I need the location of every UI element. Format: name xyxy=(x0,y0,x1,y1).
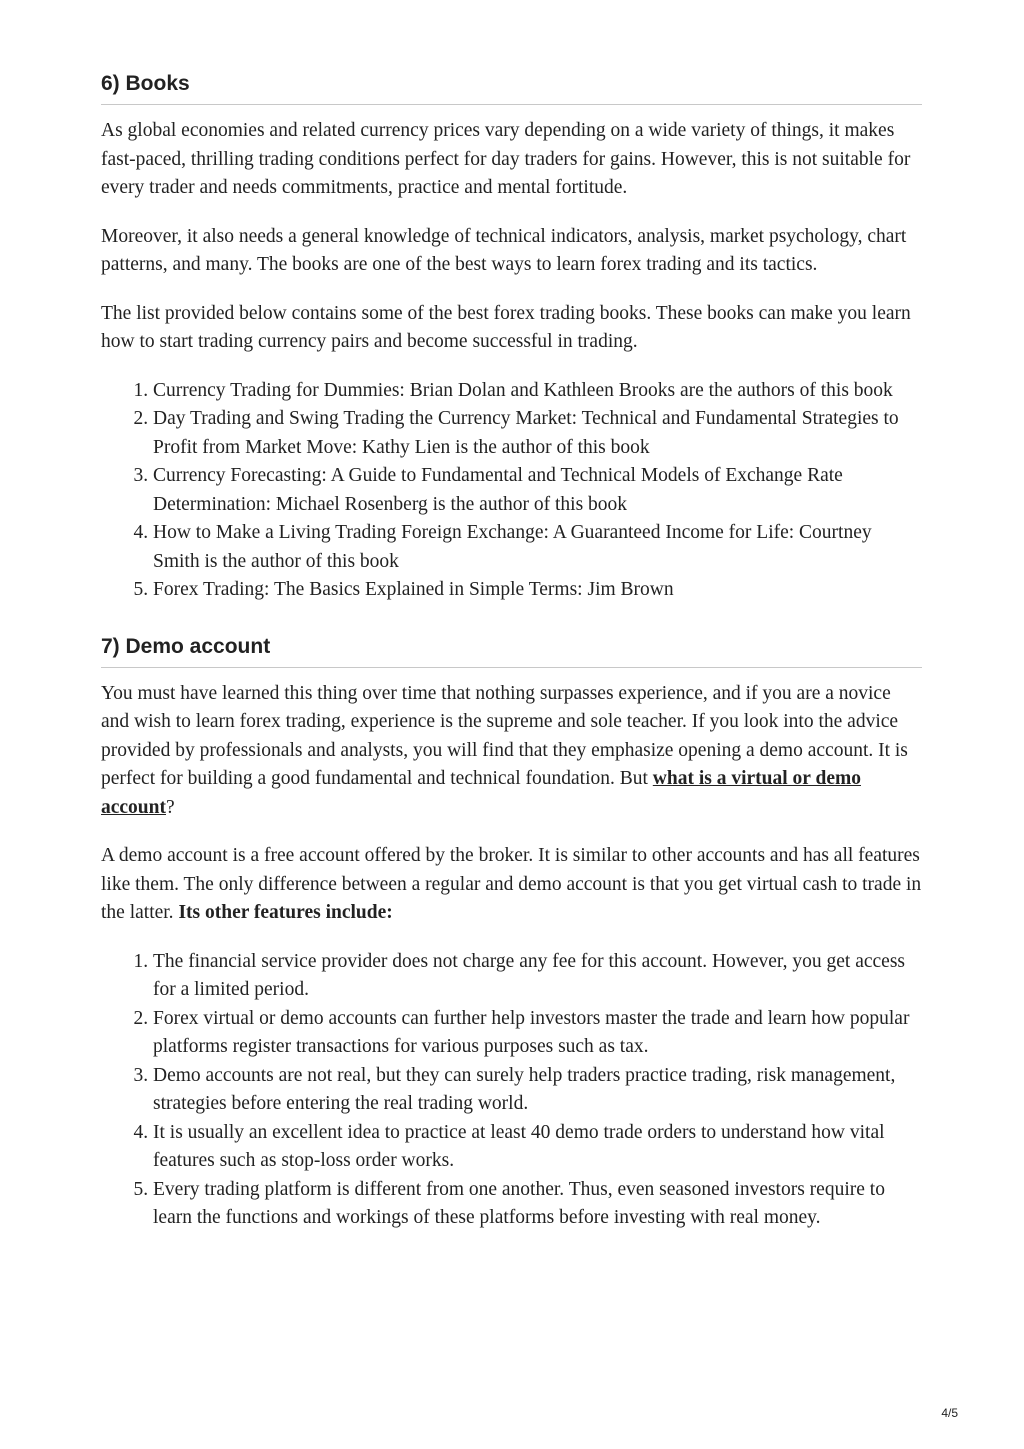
list-item: 1. Currency Trading for Dummies: Brian Dolan and Kathleen Brooks are the authors of this book xyxy=(153,377,922,406)
demo-paragraph-2 xyxy=(101,842,922,928)
section-heading-books: 6) Books xyxy=(101,70,922,105)
books-paragraph-1: As global economies and related currency prices vary depending on a wide variety of things, it makes fast-paced, thrilling trading conditions perfect for day traders for gains. However, this is not suitable for every trader and needs commitments, practice and mental fortitude. xyxy=(101,120,911,198)
books-paragraph-2: Moreover, it also needs a general knowledge of technical indicators, analysis, market psychology, chart patterns, and many. The books are one of the best ways to learn forex trading and its tactics. xyxy=(101,225,907,275)
document-page xyxy=(101,70,922,1233)
section-demo-account xyxy=(101,633,922,1233)
demo-paragraph-2-text: A demo account is a free account offered by the broker. It is similar to other accounts and has all features like them. The only difference between a regular and demo account is that you get virtual cash to trade in the latter. xyxy=(101,845,922,923)
list-item: 4. It is usually an excellent idea to practice at least 40 demo trade orders to understand how vital features such as stop-loss order works. xyxy=(153,1119,922,1176)
page-number: 4/5 xyxy=(941,1406,958,1420)
demo-paragraph-1 xyxy=(101,680,922,823)
list-item: 3. Demo accounts are not real, but they can surely help traders practice trading, risk management, strategies before entering the real trading world. xyxy=(153,1062,922,1119)
demo-features-list xyxy=(101,948,922,1233)
list-item: 5. Every trading platform is different from one another. Thus, even seasoned investors require to learn the functions and workings of these platforms before investing with real money. xyxy=(153,1176,922,1233)
list-item: 2. Day Trading and Swing Trading the Currency Market: Technical and Fundamental Strategies to Profit from Market Move: Kathy Lien is the author of this book xyxy=(153,405,922,462)
section-books xyxy=(101,70,922,605)
list-item: 5. Forex Trading: The Basics Explained in Simple Terms: Jim Brown xyxy=(153,576,922,605)
demo-paragraph-1-text: You must have learned this thing over time that nothing surpasses experience, and if you are a novice and wish to learn forex trading, experience is the supreme and sole teacher. If you look into the advice provided by professionals and analysts, you will find that they emphasize opening a demo account. It is perfect for building a good fundamental and technical foundation. But xyxy=(101,682,908,789)
books-list xyxy=(101,377,922,605)
demo-paragraph-1-end: ? xyxy=(166,796,175,818)
demo-account-link[interactable]: what is a virtual or demo account xyxy=(101,768,861,818)
demo-features-lead: Its other features include: xyxy=(178,902,393,923)
list-item: 4. How to Make a Living Trading Foreign Exchange: A Guaranteed Income for Life: Courtney Smith is the author of this book xyxy=(153,519,922,576)
books-paragraph-3: The list provided below contains some of the best forex trading books. These books can make you learn how to start trading currency pairs and become successful in trading. xyxy=(101,302,911,352)
list-item: 1. The financial service provider does not charge any fee for this account. However, you get access for a limited period. xyxy=(153,948,922,1005)
list-item: 3. Currency Forecasting: A Guide to Fundamental and Technical Models of Exchange Rate Determination: Michael Rosenberg is the author of this book xyxy=(153,462,922,519)
section-heading-demo-account: 7) Demo account xyxy=(101,633,922,668)
list-item: 2. Forex virtual or demo accounts can further help investors master the trade and learn how popular platforms register transactions for various purposes such as tax. xyxy=(153,1005,922,1062)
